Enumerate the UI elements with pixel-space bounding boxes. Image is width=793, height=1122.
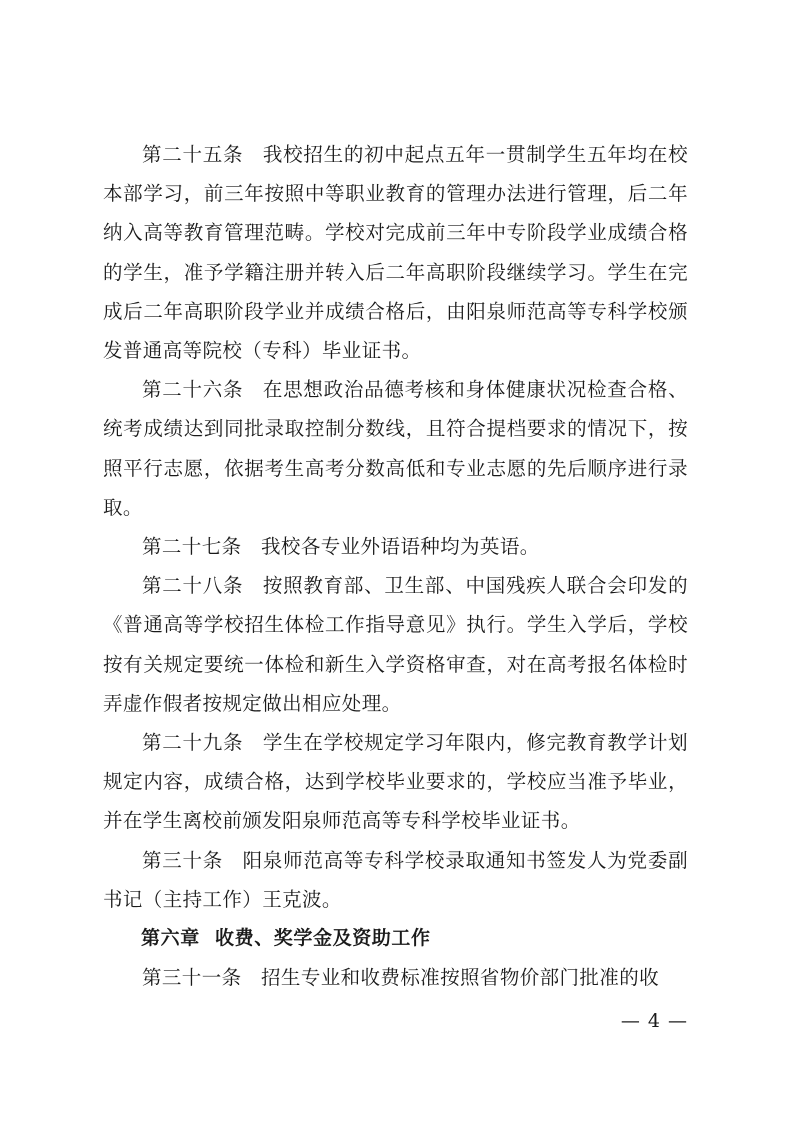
article-text: 按照教育部、卫生部、中国残疾人联合会印发的《普通高等学校招生体检工作指导意见》执行。学生入学后，学校按有关规定要统一体检和新生入学资格审查，对在高考报名体检时弄虚作假者按规定做出相应处理。: [103, 574, 688, 715]
article-text: 招生专业和收费标准按照省物价部门批准的收: [261, 966, 660, 990]
article-text: 学生在学校规定学习年限内，修完教育教学计划规定内容，成绩合格，达到学校毕业要求的，学校应当准予毕业，并在学生离校前颁发阳泉师范高等专科学校毕业证书。: [103, 731, 688, 833]
chapter-heading: [103, 919, 688, 958]
article-30-paragraph: [103, 841, 688, 919]
article-29-paragraph: [103, 723, 688, 841]
article-number: 第三十条: [142, 848, 224, 872]
article-27-paragraph: [103, 527, 688, 566]
article-text: 阳泉师范高等专科学校录取通知书签发人为党委副书记（主持工作）王克波。: [103, 848, 688, 911]
article-number: 第二十六条: [142, 378, 244, 402]
article-28-paragraph: [103, 566, 688, 723]
article-number: 第三十一条: [142, 966, 242, 990]
article-25-paragraph: [103, 135, 688, 370]
article-number: 第二十五条: [142, 143, 244, 166]
article-31-paragraph: [103, 958, 688, 997]
article-26-paragraph: [103, 370, 688, 527]
chapter-title: 收费、奖学金及资助工作: [215, 927, 431, 950]
article-number: 第二十九条: [142, 731, 244, 755]
article-number: 第二十七条: [142, 535, 242, 559]
article-text: 在思想政治品德考核和身体健康状况检查合格、统考成绩达到同批录取控制分数线，且符合提档要求的情况下，按照平行志愿，依据考生高考分数高低和专业志愿的先后顺序进行录取。: [103, 378, 688, 519]
article-text: 我校各专业外语语种均为英语。: [261, 535, 540, 559]
document-body: [103, 135, 688, 997]
article-text: 我校招生的初中起点五年一贯制学生五年均在校本部学习，前三年按照中等职业教育的管理办法进行管理，后二年纳入高等教育管理范畴。学校对完成前三年中专阶段学业成绩合格的学生，准予学籍注册并转入后二年高职阶段继续学习。学生在完成后二年高职阶段学业并成绩合格后，由阳泉师范高等专科学校颁发普通高等院校（专科）毕业证书。: [103, 143, 688, 363]
article-number: 第二十八条: [142, 574, 244, 598]
chapter-number: 第六章: [141, 927, 200, 950]
page-number: — 4 —: [620, 1010, 688, 1032]
